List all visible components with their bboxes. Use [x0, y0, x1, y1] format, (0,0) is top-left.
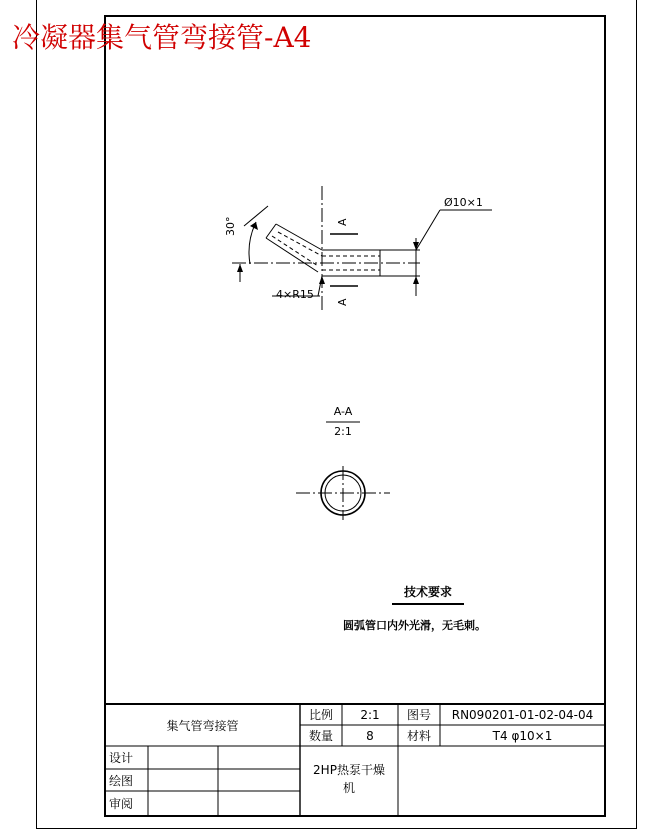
inner-line-2 — [272, 236, 318, 266]
arrow-radius — [319, 276, 325, 284]
quantity-value: 8 — [366, 728, 374, 743]
scale-value: 2:1 — [360, 707, 380, 722]
scale-label: 比例 — [308, 708, 333, 722]
diameter-label: Ø10×1 — [444, 196, 483, 209]
design-label: 设计 — [109, 751, 134, 765]
drawing-no-value: RN090201-01-02-04-04 — [451, 707, 594, 722]
review-label: 审阅 — [109, 797, 134, 811]
product-line-2: 机 — [342, 780, 355, 795]
tech-requirements-body: 圆弧管口内外光滑，无毛刺。 — [343, 619, 486, 632]
drawing-title: 冷凝器集气管弯接管-A4 — [12, 21, 312, 54]
arrowheads — [237, 222, 419, 284]
material-label: 材料 — [406, 729, 431, 743]
section-mark-bottom: A — [336, 298, 349, 306]
angled-tube-top — [276, 224, 322, 250]
arrow-angle-top — [250, 222, 258, 230]
bend-radius-label: 4×R15 — [276, 288, 314, 301]
dim-leader-dia — [416, 210, 440, 250]
section-mark-top: A — [336, 218, 349, 226]
section-scale: 2:1 — [334, 425, 352, 438]
quantity-label: 数量 — [308, 729, 333, 743]
product-line-1: 2HP热泵干燥 — [313, 762, 385, 777]
angled-tube-end — [266, 224, 276, 238]
arrow-angle-bottom — [237, 264, 243, 272]
arrow-dia-bottom — [413, 276, 419, 284]
drawing-no-label: 图号 — [406, 708, 431, 722]
section-label: A-A — [333, 405, 353, 418]
tech-requirements-title: 技术要求 — [392, 583, 464, 604]
draw-label: 绘图 — [109, 773, 134, 788]
angle-label: 30° — [224, 216, 237, 236]
part-name: 集气管弯接管 — [166, 718, 239, 733]
tech-title-double-underline — [392, 604, 464, 605]
material-value: T4 φ10×1 — [492, 728, 553, 743]
